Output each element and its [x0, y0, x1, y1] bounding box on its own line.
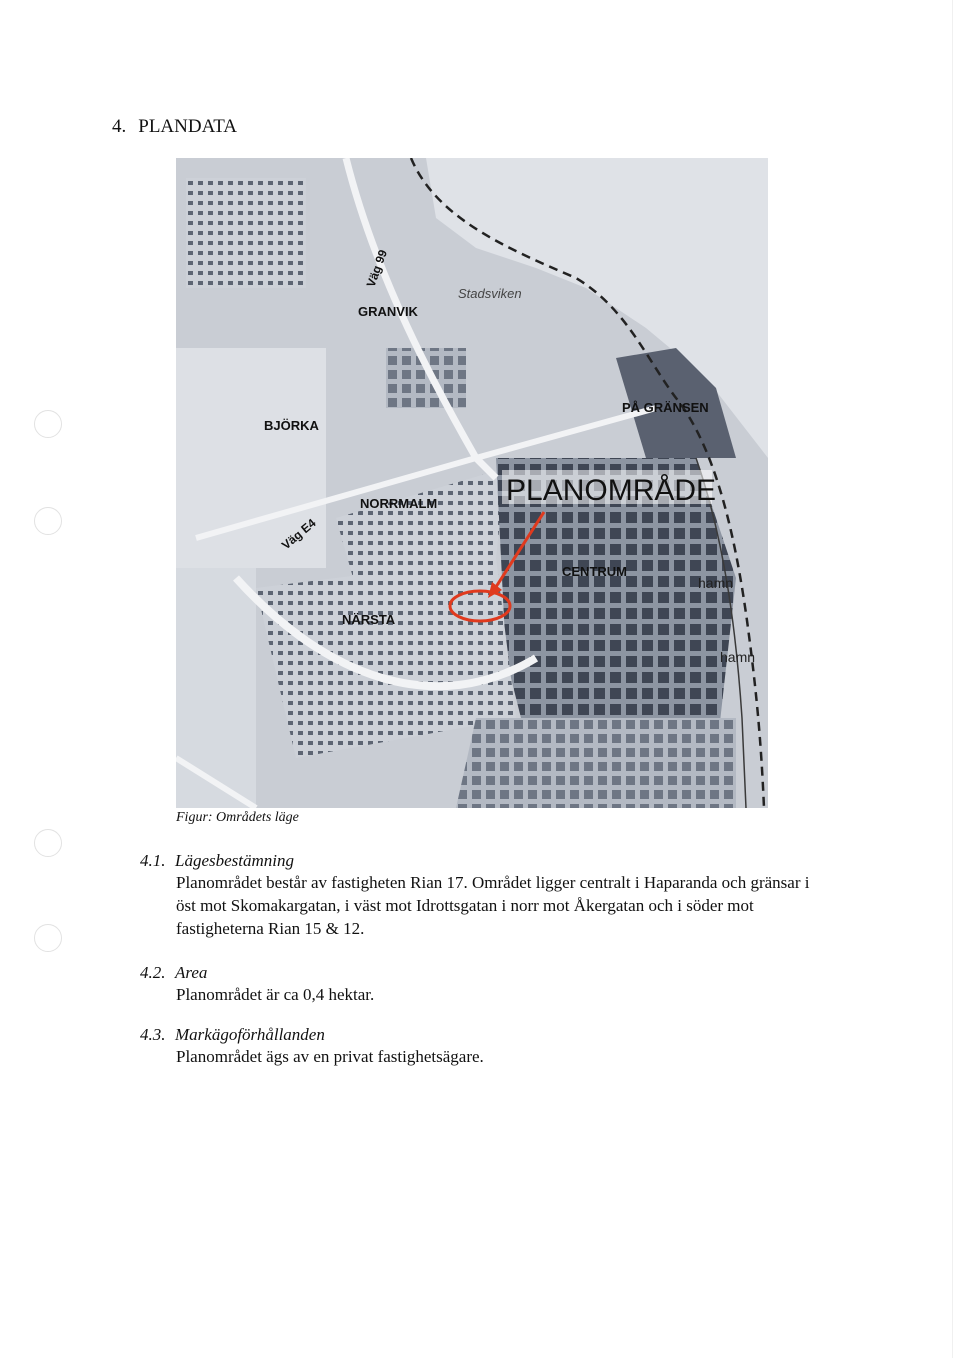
section-area: [140, 963, 826, 1006]
section-title: [140, 963, 826, 983]
punch-hole: [34, 924, 62, 952]
section-title-text: Area: [175, 963, 208, 982]
map-label-planomrade: PLANOMRÅDE: [506, 474, 717, 507]
scan-edge: [952, 0, 953, 1358]
section-title-text: Markägoförhållanden: [175, 1025, 325, 1044]
map-label-narsta: NÄRSTA: [342, 612, 396, 627]
section-body: Planområdet består av fastigheten Rian 17. Området ligger centralt i Haparanda och gränsar i öst mot Skomakargatan, i väst mot Idrottsgatan i norr mot Åkergatan och i söder mot fastigheterna Rian 15 & 12.: [176, 873, 810, 938]
section-title: [140, 1025, 826, 1045]
punch-hole: [34, 410, 62, 438]
map-label-hamn-lower: hamn: [720, 649, 756, 665]
map-label-vag-e4: Väg E4: [278, 515, 319, 553]
section-number: 4.2.: [140, 963, 166, 982]
figure-caption: Figur: Områdets läge: [176, 810, 299, 825]
map-label-hamn-upper: hamn: [698, 575, 734, 591]
section-body: Planområdet ägs av en privat fastighetsägare.: [176, 1047, 484, 1066]
heading-title: PLANDATA: [138, 116, 238, 137]
section-markagoforhallanden: [140, 1025, 826, 1068]
heading-number: 4.: [112, 116, 127, 137]
section-number: 4.1.: [140, 851, 166, 870]
map-label-bjorka: BJÖRKA: [264, 418, 319, 433]
map-label-normalm: NORRMALM: [360, 496, 438, 511]
section-title: [140, 851, 826, 871]
section-title-text: Lägesbestämning: [175, 851, 294, 870]
map-label-vag99: Väg 99: [363, 247, 391, 290]
map-label-centrum: CENTRUM: [562, 564, 627, 579]
section-body: Planområdet är ca 0,4 hektar.: [176, 985, 375, 1004]
punch-hole: [34, 507, 62, 535]
section-number: 4.3.: [140, 1025, 166, 1044]
map-label-stadsviken: Stadsviken: [458, 286, 522, 301]
location-map: [176, 158, 768, 808]
punch-hole: [34, 829, 62, 857]
page-heading: [112, 116, 237, 138]
section-lagesbestamning: [140, 851, 826, 940]
map-label-pa-gransen: PÅ GRÄNSEN: [622, 400, 709, 415]
map-image: [176, 158, 768, 808]
map-label-granvik: GRANVIK: [358, 304, 418, 319]
